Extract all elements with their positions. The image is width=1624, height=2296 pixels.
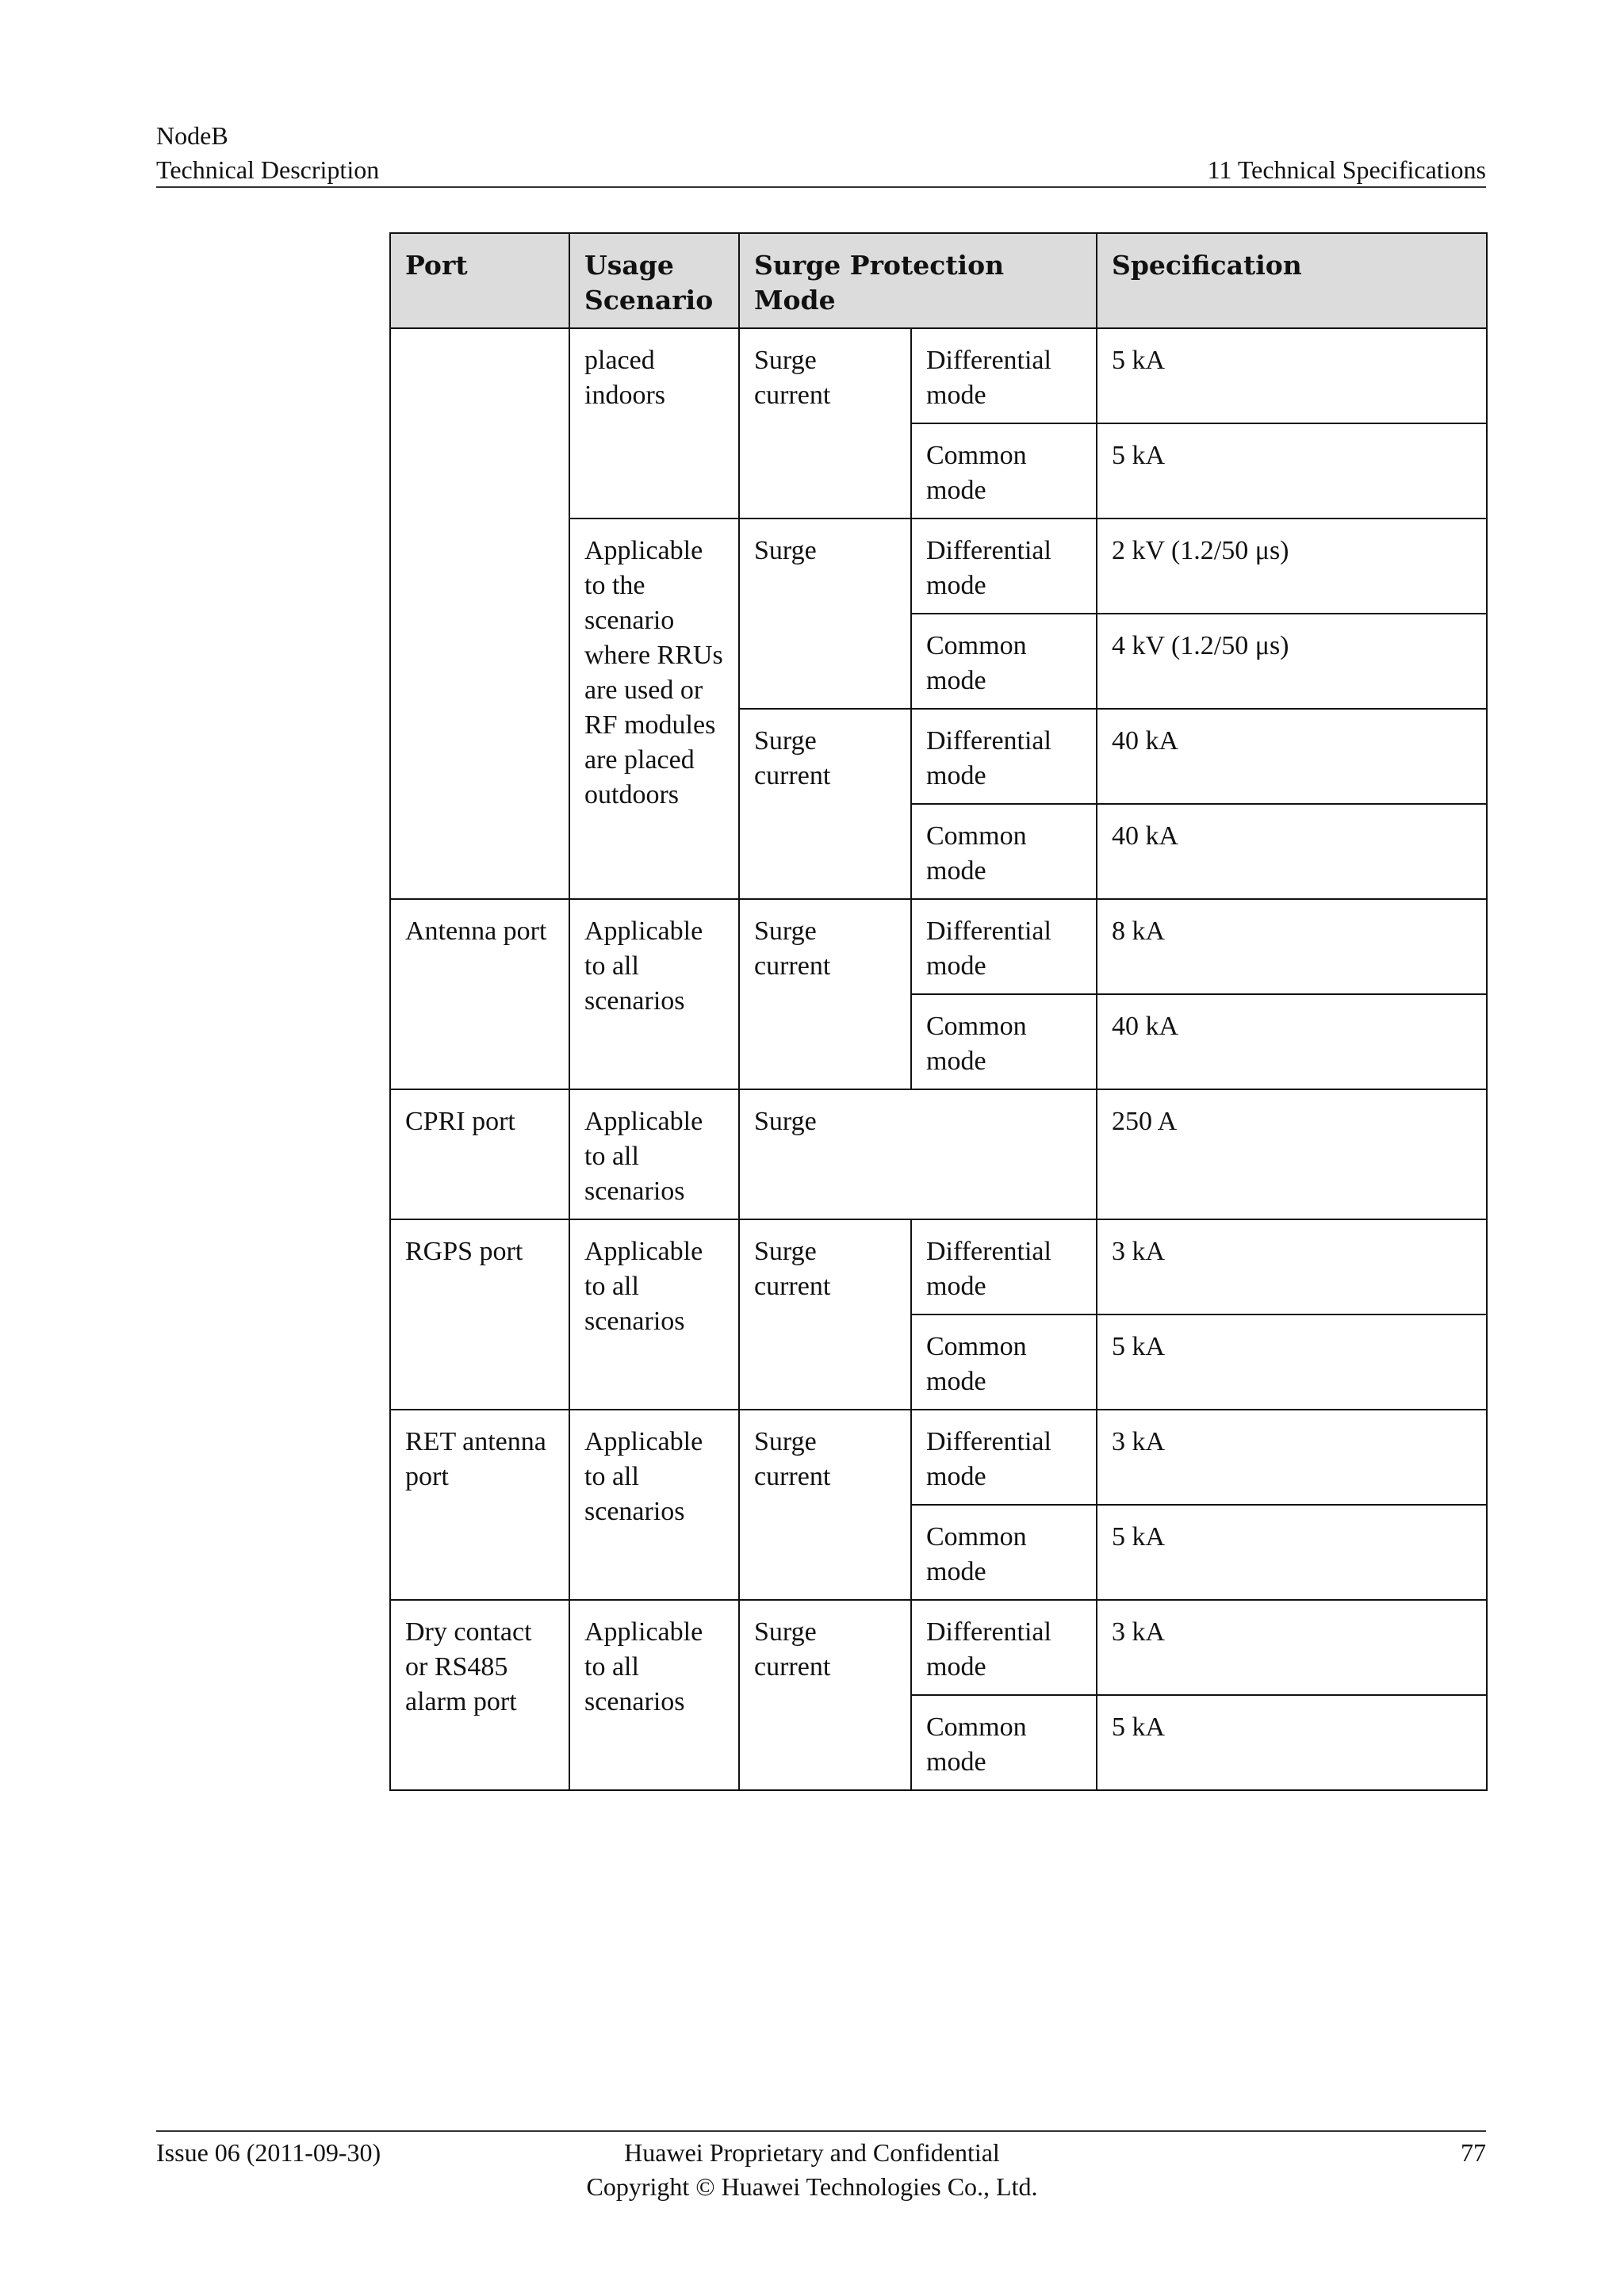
header-product: NodeB: [156, 121, 228, 150]
cell-spec: 5 kA: [1097, 1505, 1487, 1600]
cell-mode: Differential mode: [911, 1410, 1097, 1505]
cell-mode: Differential mode: [911, 519, 1097, 614]
cell-spec: 5 kA: [1097, 328, 1487, 423]
cell-spec: 8 kA: [1097, 899, 1487, 994]
cell-usage: Applicable to all scenarios: [569, 1219, 739, 1410]
header-row: [156, 153, 1486, 186]
cell-mode: Common mode: [911, 614, 1097, 709]
cell-type: Surge current: [739, 1219, 911, 1410]
cell-type: Surge current: [739, 328, 911, 519]
cell-usage: Applicable to all scenarios: [569, 1600, 739, 1790]
footer-copyright: Copyright © Huawei Technologies Co., Ltd.: [586, 2172, 1038, 2201]
header-doc-title: Technical Description: [156, 155, 380, 184]
table-row: [390, 899, 1487, 994]
col-header-mode: Surge Protection Mode: [739, 233, 1097, 328]
cell-spec: 250 A: [1097, 1089, 1487, 1219]
cell-type: Surge current: [739, 1410, 911, 1600]
cell-mode: Common mode: [911, 804, 1097, 899]
table-row: [390, 1600, 1487, 1695]
cell-mode: Common mode: [911, 1314, 1097, 1410]
cell-type: Surge: [739, 1089, 1097, 1219]
cell-usage: Applicable to all scenarios: [569, 899, 739, 1089]
cell-type: Surge current: [739, 709, 911, 899]
cell-mode: Common mode: [911, 994, 1097, 1089]
cell-spec: 4 kV (1.2/50 μs): [1097, 614, 1487, 709]
cell-usage: Applicable to the scenario where RRUs are used or RF modules are placed outdoors: [569, 519, 739, 899]
cell-usage: placed indoors: [569, 328, 739, 519]
header-divider: [156, 186, 1486, 188]
cell-mode: Common mode: [911, 1695, 1097, 1790]
cell-spec: 5 kA: [1097, 1695, 1487, 1790]
surge-protection-table: [389, 232, 1488, 1791]
cell-port: Dry contact or RS485 alarm port: [390, 1600, 569, 1790]
footer-confidential: [0, 2136, 1624, 2204]
cell-spec: 40 kA: [1097, 994, 1487, 1089]
cell-type: Surge current: [739, 1600, 911, 1790]
cell-port: RGPS port: [390, 1219, 569, 1410]
cell-spec: 40 kA: [1097, 804, 1487, 899]
col-header-port: Port: [390, 233, 569, 328]
cell-port: RET antenna port: [390, 1410, 569, 1600]
cell-spec: 5 kA: [1097, 1314, 1487, 1410]
cell-usage: Applicable to all scenarios: [569, 1089, 739, 1219]
cell-spec: 40 kA: [1097, 709, 1487, 804]
cell-mode: Common mode: [911, 1505, 1097, 1600]
cell-mode: Common mode: [911, 423, 1097, 519]
footer-divider: [156, 2130, 1486, 2132]
header-chapter: 11 Technical Specifications: [1207, 155, 1486, 184]
cell-mode: Differential mode: [911, 1219, 1097, 1314]
table-row: [390, 1219, 1487, 1314]
table-row: [390, 1089, 1487, 1219]
col-header-usage: Usage Scenario: [569, 233, 739, 328]
cell-port: CPRI port: [390, 1089, 569, 1219]
col-header-spec: Specification: [1097, 233, 1487, 328]
cell-mode: Differential mode: [911, 328, 1097, 423]
cell-spec: 3 kA: [1097, 1600, 1487, 1695]
cell-type: Surge: [739, 519, 911, 709]
cell-type: Surge current: [739, 899, 911, 1089]
table-row: [390, 1410, 1487, 1505]
table-row: [390, 328, 1487, 423]
cell-mode: Differential mode: [911, 1600, 1097, 1695]
cell-port: [390, 328, 569, 899]
cell-usage: Applicable to all scenarios: [569, 1410, 739, 1600]
cell-port: Antenna port: [390, 899, 569, 1089]
cell-spec: 5 kA: [1097, 423, 1487, 519]
cell-mode: Differential mode: [911, 899, 1097, 994]
footer-proprietary: Huawei Proprietary and Confidential: [624, 2138, 1000, 2167]
cell-spec: 2 kV (1.2/50 μs): [1097, 519, 1487, 614]
footer-page-number: 77: [1461, 2138, 1486, 2167]
cell-spec: 3 kA: [1097, 1410, 1487, 1505]
cell-mode: Differential mode: [911, 709, 1097, 804]
footer-issue: Issue 06 (2011-09-30): [156, 2138, 381, 2167]
table-header-row: [390, 233, 1487, 328]
cell-spec: 3 kA: [1097, 1219, 1487, 1314]
